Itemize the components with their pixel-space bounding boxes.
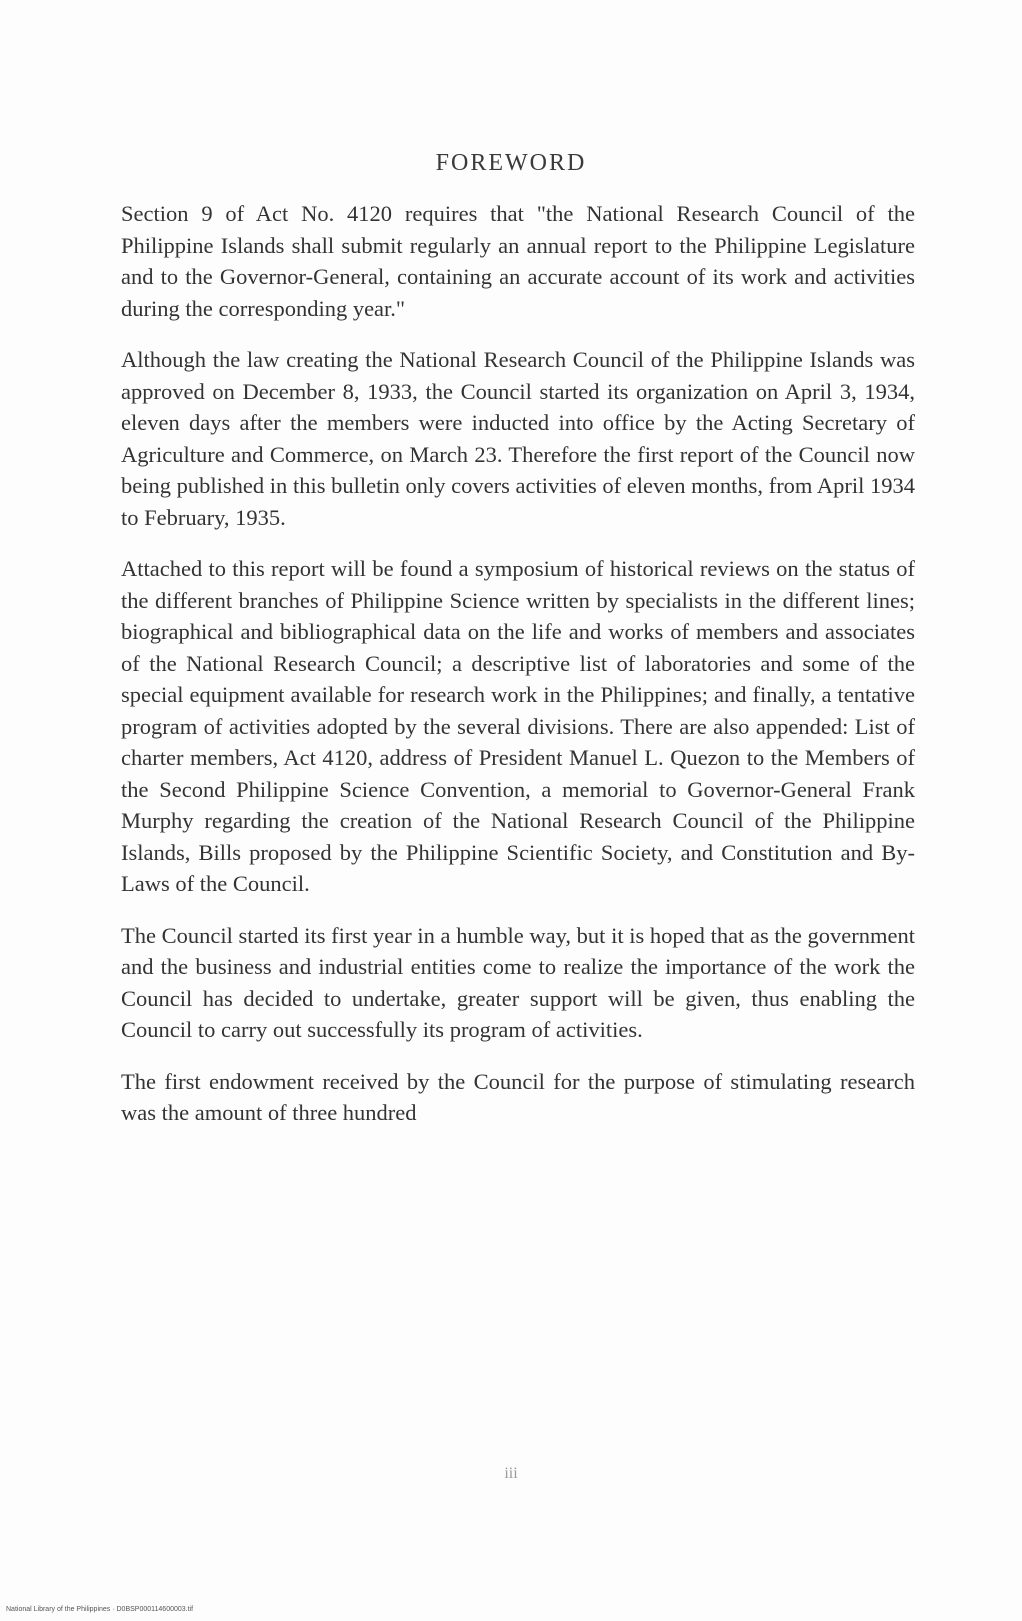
paragraph-4: The Council started its first year in a humble way, but it is hoped that as the government and the business and industrial entities come to realize the importance of the work the Council has decided to undertake, greater support will be given, thus enabling the Council to carry out successfully its program of activities. (121, 922, 915, 1042)
scan-credit: National Library of the Philippines · D0BSP000114600003.tif (6, 1606, 194, 1613)
paragraph-2: Although the law creating the National Research Council of the Philippine Islands was approved on December 8, 1933, the Council started its organization on April 3, 1934, eleven days after the members were inducted into office by the Acting Secretary of Agriculture and Commerce, on March 23. Therefore the first report of the Council now being published in this bulletin only covers activities of eleven months, from April 1934 to February, 1935. (121, 347, 915, 530)
page-number: iii (504, 1465, 518, 1482)
paragraph-3: Attached to this report will be found a symposium of historical reviews on the status of the different branches of Philippine Science written by specialists in the different lines; biographical and bibliographical data on the life and works of members and associates of the National Research Council; a descriptive list of laboratories and some of the special equipment available for research work in the Philippines; and finally, a tentative program of activities adopted by the several divisions. There are also appended: List of charter members, Act 4120, address of President Manuel L. Quezon to the Members of the Second Philippine Science Convention, a memorial to Governor-General Frank Murphy regarding the creation of the National Research Council of the Philippine Islands, Bills proposed by the Philippine Scientific Society, and Constitution and By-Laws of the Council. (121, 556, 915, 896)
page-title: FOREWORD (435, 150, 587, 176)
paragraph-5: The first endowment received by the Council for the purpose of stimulating research was the amount of three hundred (121, 1068, 915, 1125)
paragraph-1: Section 9 of Act No. 4120 requires that "the National Research Council of the Philippine Islands shall submit regularly an annual report to the Philippine Legislature and to the Governor-General, containing an accurate account of its work and activities during the corresponding year." (121, 201, 915, 321)
foreword-body (121, 198, 915, 1149)
